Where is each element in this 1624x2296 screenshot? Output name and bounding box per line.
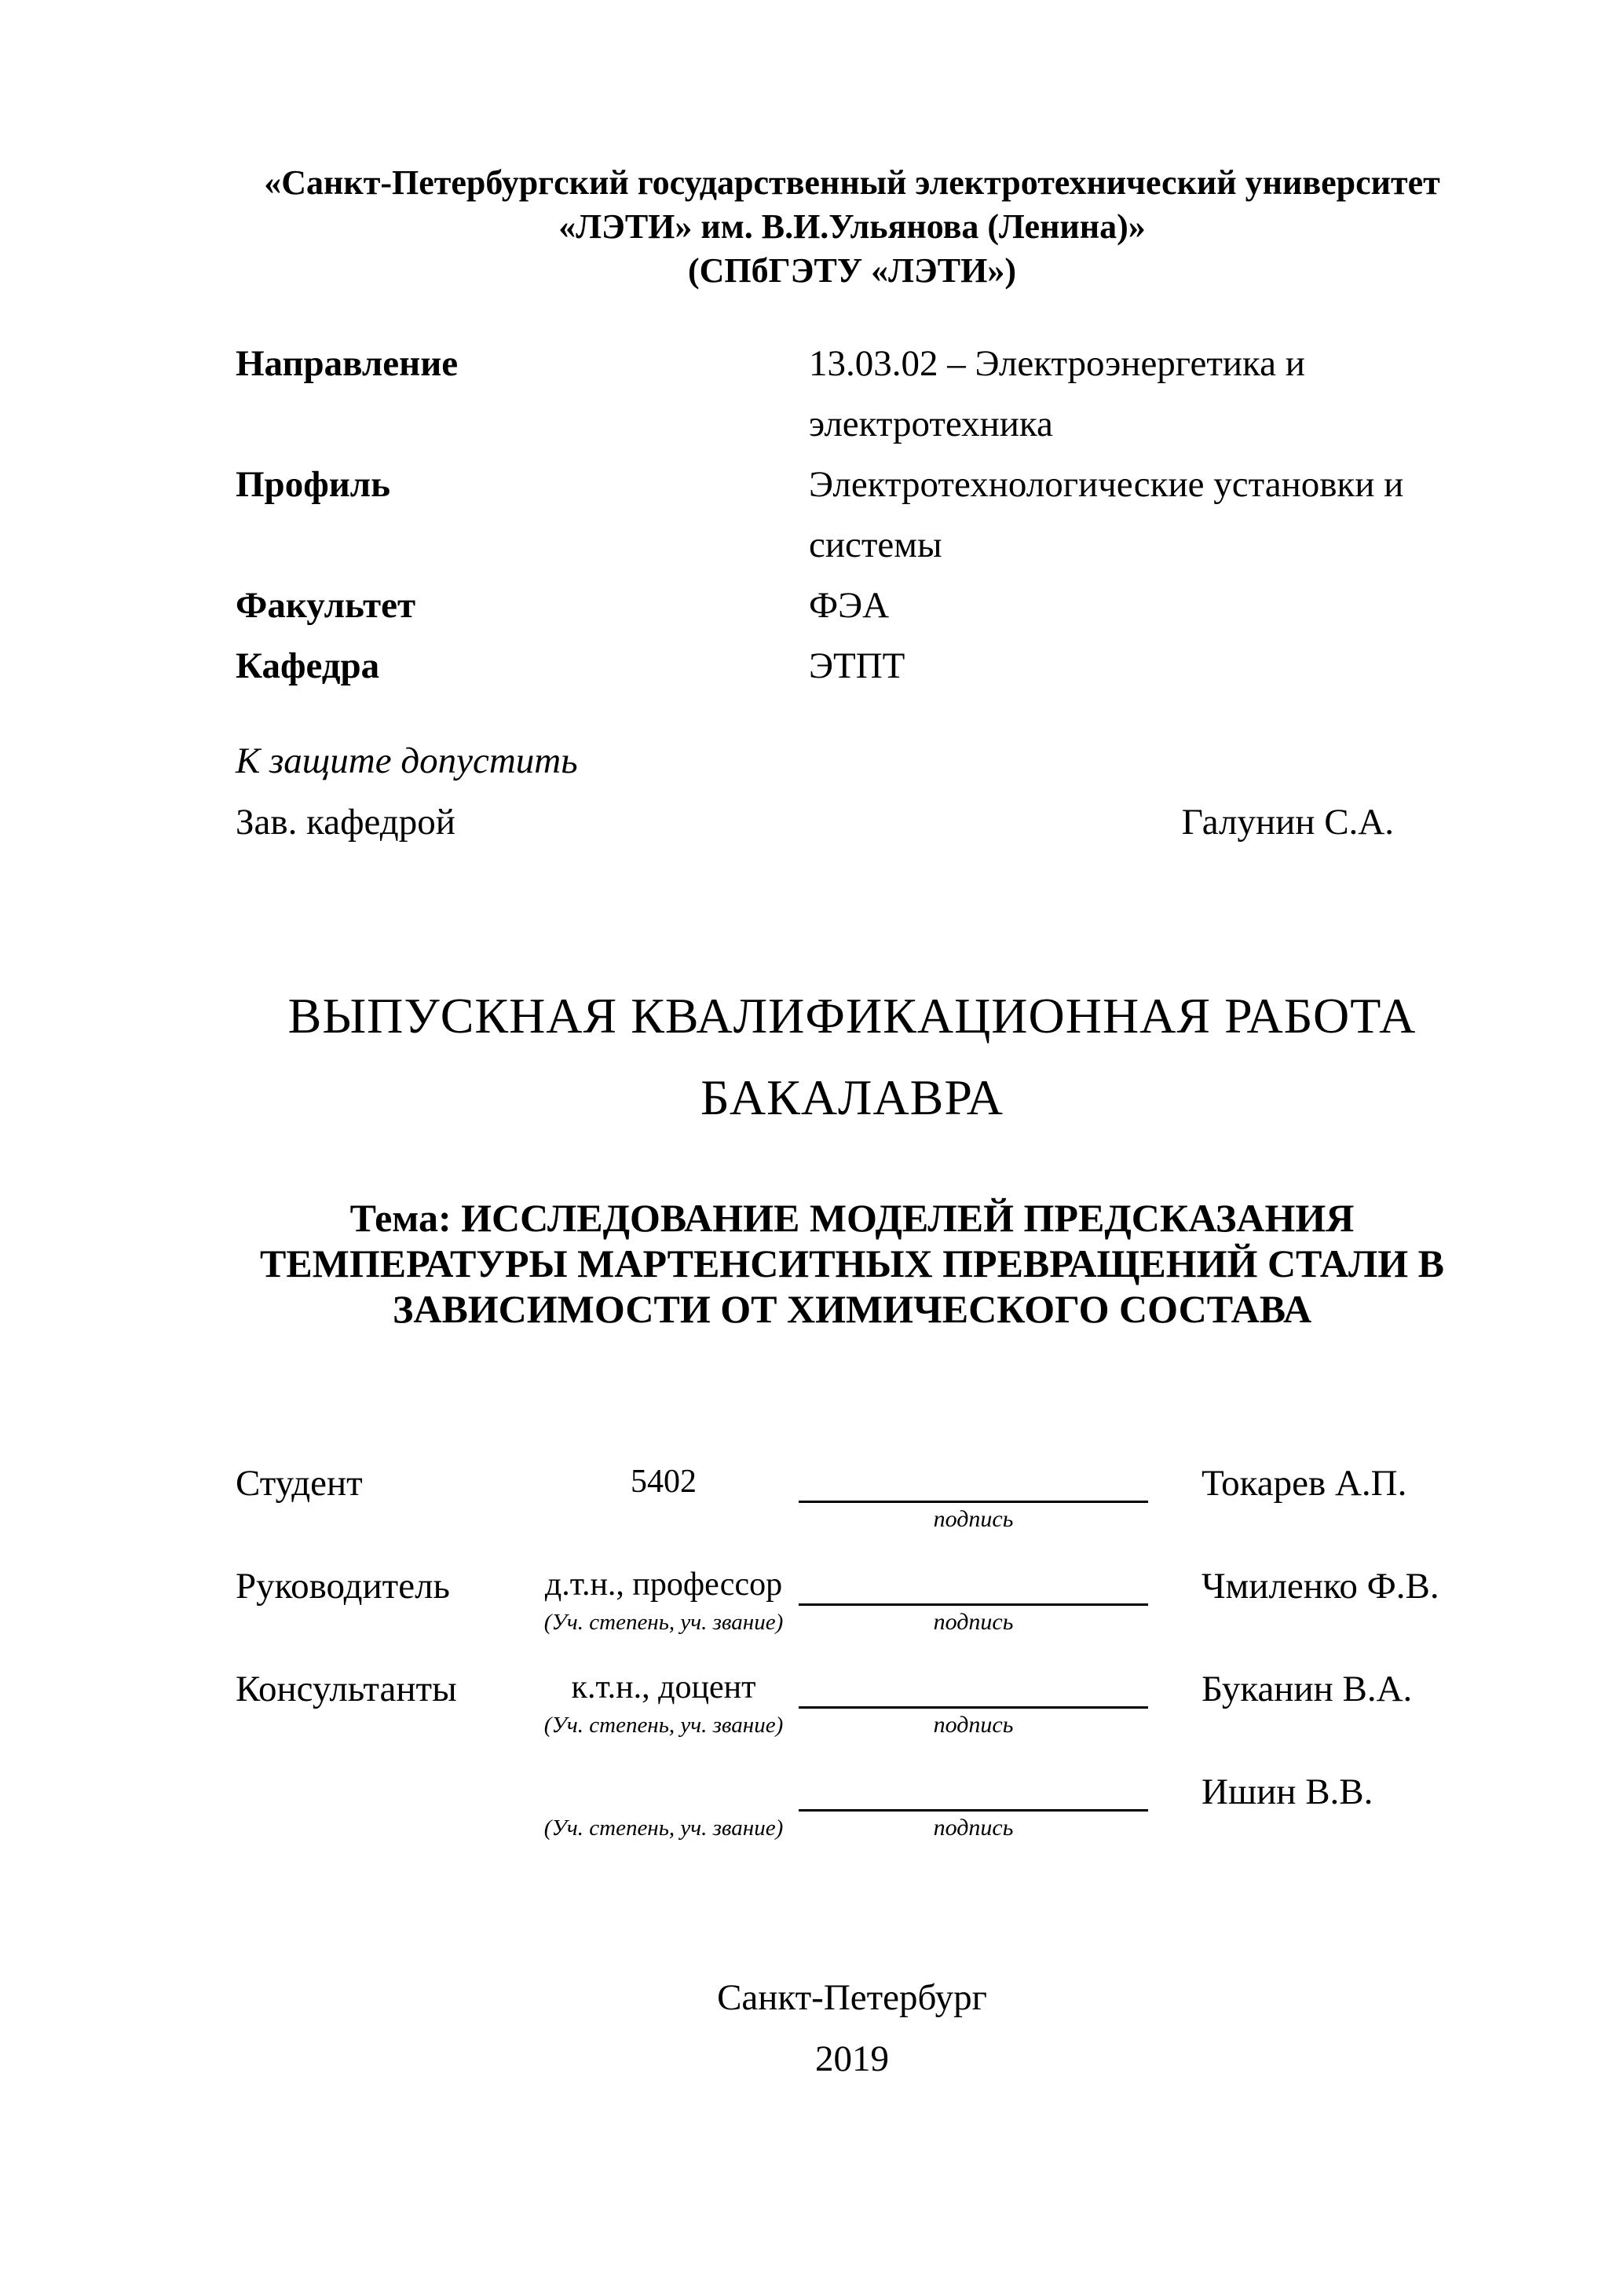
program-fields <box>236 334 1469 696</box>
work-title <box>236 975 1469 1139</box>
footer <box>236 1967 1469 2089</box>
signature-role-label: Консультанты <box>236 1669 457 1709</box>
field-label-faculty: Факультет <box>236 585 416 626</box>
signature-name: Токарев А.П. <box>1202 1463 1407 1504</box>
field-label-direction: Направление <box>236 343 459 384</box>
university-header <box>236 161 1469 293</box>
signature-row-consultant-1 <box>236 1667 1469 1738</box>
field-row-faculty <box>236 576 1469 636</box>
signature-row-consultant-2 <box>236 1770 1469 1841</box>
signature-name: Ишин В.В. <box>1202 1771 1373 1812</box>
thesis-theme-line1: Тема: ИССЛЕДОВАНИЕ МОДЕЛЕЙ ПРЕДСКАЗАНИЯ <box>349 1196 1355 1240</box>
thesis-theme-line3: ЗАВИСИМОСТИ ОТ ХИМИЧЕСКОГО СОСТАВА <box>392 1287 1312 1331</box>
signature-name: Чмиленко Ф.В. <box>1202 1566 1439 1607</box>
degree-caption: (Уч. степень, уч. звание) <box>543 1610 784 1635</box>
signature-caption: подпись <box>933 1609 1014 1635</box>
signature-line-cell <box>799 1667 1148 1738</box>
signature-line <box>799 1461 1148 1503</box>
signature-name: Буканин В.А. <box>1202 1669 1413 1709</box>
work-title-line2: БАКАЛАВРА <box>700 1069 1004 1125</box>
thesis-theme-line2: ТЕМПЕРАТУРЫ МАРТЕНСИТНЫХ ПРЕВРАЩЕНИЙ СТАЛИ В <box>259 1241 1445 1285</box>
degree-caption: (Уч. степень, уч. звание) <box>543 1815 784 1841</box>
signature-caption: подпись <box>933 1815 1014 1841</box>
field-row-department <box>236 636 1469 696</box>
signature-line-cell <box>799 1461 1148 1533</box>
admission-note: К защите допустить <box>236 740 578 781</box>
department-head-row <box>236 799 1469 846</box>
footer-city: Санкт-Петербург <box>717 1977 987 2018</box>
signature-degree-cell <box>534 1667 793 1738</box>
degree-caption: (Уч. степень, уч. звание) <box>543 1713 784 1738</box>
field-value-faculty: ФЭА <box>809 585 890 626</box>
signature-degree-cell <box>534 1564 793 1635</box>
thesis-theme <box>236 1195 1469 1332</box>
signature-degree: к.т.н., доцент <box>571 1669 756 1706</box>
field-row-profile <box>236 455 1469 576</box>
department-head-name: Галунин С.А. <box>1181 802 1394 843</box>
signature-degree: д.т.н., профессор <box>544 1567 783 1603</box>
signature-degree-cell <box>534 1770 793 1841</box>
field-label-department: Кафедра <box>236 645 380 686</box>
signature-row-student <box>236 1461 1469 1533</box>
field-value-direction: 13.03.02 – Электроэнергетика и электротехника <box>809 343 1305 444</box>
signature-degree-cell <box>534 1461 793 1502</box>
signature-line <box>799 1564 1148 1606</box>
signature-role-label: Руководитель <box>236 1566 450 1607</box>
signature-line <box>799 1770 1148 1812</box>
university-name-line2: «ЛЭТИ» им. В.И.Ульянова (Ленина)» <box>558 207 1146 246</box>
department-head-label: Зав. кафедрой <box>236 802 455 843</box>
signature-caption: подпись <box>933 1712 1014 1738</box>
field-value-profile: Электротехнологические установки и системы <box>809 464 1404 565</box>
work-title-line1: ВЫПУСКНАЯ КВАЛИФИКАЦИОННАЯ РАБОТА <box>287 988 1417 1044</box>
student-group-number: 5402 <box>631 1464 697 1500</box>
signature-caption: подпись <box>933 1506 1014 1532</box>
signature-block <box>236 1461 1469 1841</box>
signature-line-cell <box>799 1770 1148 1841</box>
signature-role-label: Студент <box>236 1463 363 1504</box>
field-label-profile: Профиль <box>236 464 391 505</box>
footer-year: 2019 <box>815 2038 889 2079</box>
field-row-direction <box>236 334 1469 455</box>
signature-line-cell <box>799 1564 1148 1636</box>
signature-row-supervisor <box>236 1564 1469 1636</box>
signature-line <box>799 1667 1148 1709</box>
university-name-line1: «Санкт-Петербургский государственный электротехнический университет <box>264 163 1440 202</box>
field-value-department: ЭТПТ <box>809 645 905 686</box>
university-abbreviation: (СПбГЭТУ «ЛЭТИ») <box>688 251 1016 290</box>
signature-degree <box>534 1770 793 1811</box>
